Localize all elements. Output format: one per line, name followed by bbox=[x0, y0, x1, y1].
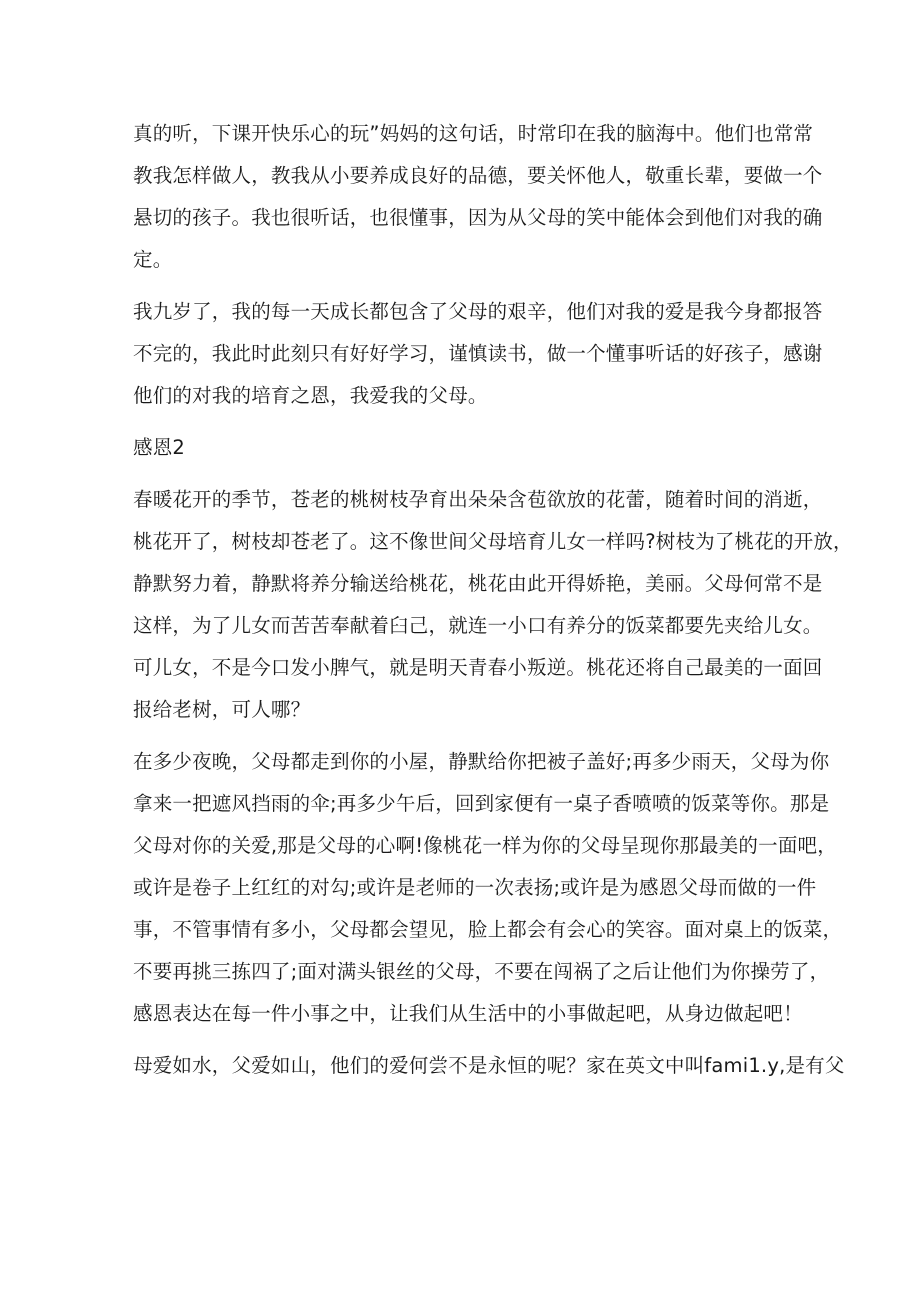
text-line: 他们的对我的培育之恩，我爱我的父母。 bbox=[133, 384, 488, 407]
document-body bbox=[133, 113, 853, 1097]
text-line: 不完的，我此时此刻只有好好学习，谨慎读书，做一个懂事听话的好孩子，感谢 bbox=[133, 342, 823, 365]
text-line: 或许是卷子上红红的对勾;或许是老师的一次表扬;或许是为感恩父母而做的一件 bbox=[133, 876, 817, 899]
paragraph-nine-years-old bbox=[133, 291, 823, 417]
paragraph-peach-blossom bbox=[133, 479, 853, 731]
text-line: 在多少夜晚，父母都走到你的小屋，静默给你把被子盖好;再多少雨天，父母为你 bbox=[133, 750, 830, 773]
text-line: 父母对你的关爱,那是父母的心啊!像桃花一样为你的父母呈现你那最美的一面吧， bbox=[133, 834, 837, 857]
text-line: 教我怎样做人，教我从小要养成良好的品德，要关怀他人，敬重长辈，要做一个 bbox=[133, 164, 823, 187]
text-line: 我九岁了，我的每一天成长都包含了父母的艰辛，他们对我的爱是我今身都报答 bbox=[133, 300, 823, 323]
text-line: 静默努力着，静默将养分输送给桃花，桃花由此开得娇艳，美丽。父母何常不是 bbox=[133, 572, 823, 595]
text-line: 桃花开了，树枝却苍老了。这不像世间父母培育儿女一样吗?树枝为了桃花的开放， bbox=[133, 530, 853, 553]
text-line: 真的听，下课开快乐心的玩”妈妈的这句话，时常印在我的脑海中。他们也常常 bbox=[133, 122, 814, 145]
text-line: 报给老树，可人哪？ bbox=[133, 698, 311, 721]
text-line: 事，不管事情有多小，父母都会望见，脸上都会有会心的笑容。面对桌上的饭菜， bbox=[133, 918, 843, 941]
text-line: 春暖花开的季节，苍老的桃树枝孕育出朵朵含苞欲放的花蕾，随着时间的消逝， bbox=[133, 488, 823, 511]
paragraph-parents-teaching bbox=[133, 113, 823, 281]
text-line: 拿来一把遮风挡雨的伞;再多少午后，回到家便有一桌子香喷喷的饭菜等你。那是 bbox=[133, 792, 830, 815]
section-heading bbox=[133, 427, 803, 469]
text-line: 感恩表达在每一件小事之中，让我们从生活中的小事做起吧，从身边做起吧！ bbox=[133, 1002, 803, 1025]
text-line: 这样，为了儿女而苦苦奉献着臼己，就连一小口有养分的饭菜都要先夹给儿女。 bbox=[133, 614, 823, 637]
section-title: 感恩2 bbox=[133, 436, 186, 459]
paragraph-family bbox=[133, 1045, 845, 1087]
text-line: 母爱如水，父爱如山，他们的爱何尝不是永恒的呢？家在英文中叫fami1.y,是有父 bbox=[133, 1054, 845, 1077]
text-line: 可儿女，不是今口发小脾气，就是明天青春小叛逆。桃花还将自己最美的一面回 bbox=[133, 656, 823, 679]
paragraph-parents-love bbox=[133, 741, 843, 1035]
text-line: 不要再挑三拣四了;面对满头银丝的父母，不要在闯祸了之后让他们为你操劳了， bbox=[133, 960, 830, 983]
text-line: 定。 bbox=[133, 248, 173, 271]
text-line: 悬切的孩子。我也很听话，也很懂事，因为从父母的笑中能体会到他们对我的确 bbox=[133, 206, 823, 229]
